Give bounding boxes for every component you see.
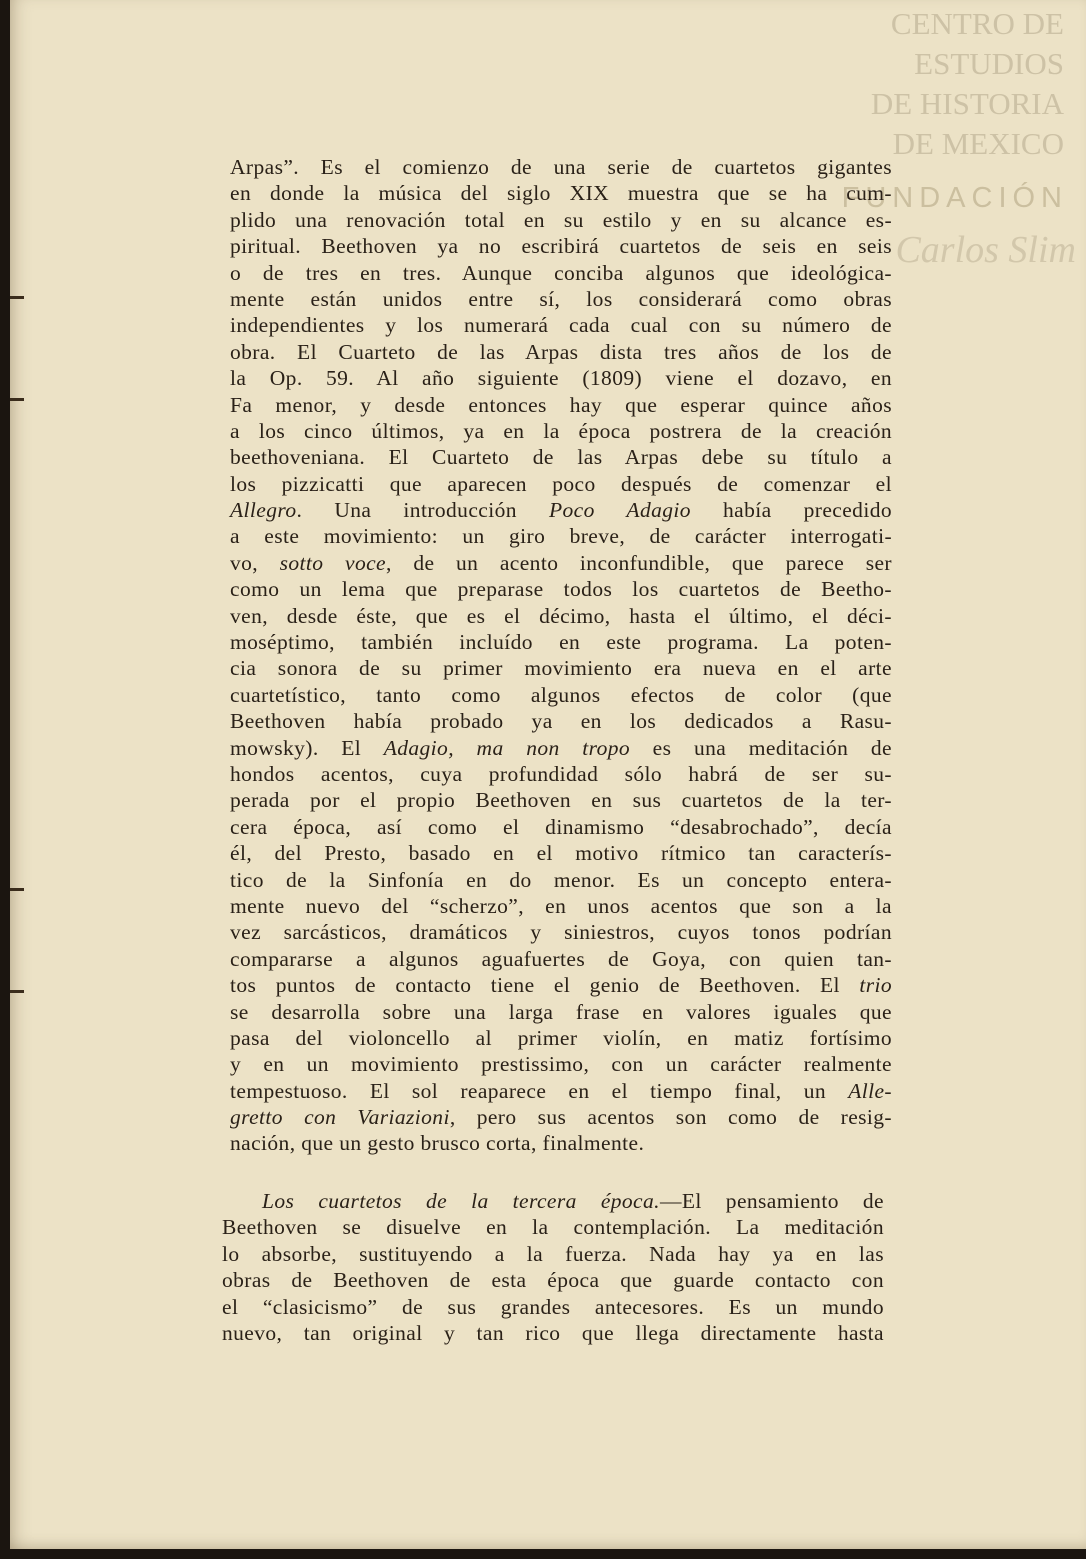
staple-mark xyxy=(10,990,24,993)
staple-mark xyxy=(10,296,24,299)
text-line: obra. El Cuarteto de las Arpas dista tres años de los de xyxy=(230,339,892,364)
text-line: hondos acentos, cuya profundidad sólo habrá de ser su- xyxy=(230,761,892,786)
body-paragraph-2 xyxy=(222,1188,884,1346)
text-line: independientes y los numerará cada cual con su número de xyxy=(230,313,892,338)
text-line: cera época, así como el dinamismo “desabrochado”, decía xyxy=(230,814,892,839)
watermark-foundation: FUNDACIÓN xyxy=(841,182,1068,214)
text-line: gretto con Variazioni, pero sus acentos son como de resig- xyxy=(230,1105,892,1130)
watermark-line: CENTRO DE xyxy=(890,6,1064,41)
text-line: piritual. Beethoven ya no escribirá cuartetos de seis en seis xyxy=(230,234,892,259)
text-line: Arpas”. Es el comienzo de una serie de cuartetos gigantes xyxy=(230,155,892,179)
watermark-line: DE HISTORIA xyxy=(870,86,1064,121)
text-line: nuevo, tan original y tan rico que llega directamente hasta xyxy=(222,1320,884,1345)
text-line: Fa menor, y desde entonces hay que esperar quince años xyxy=(230,392,892,417)
text-line: Allegro. Una introducción Poco Adagio había precedido xyxy=(230,498,892,523)
text-line: y en un movimiento prestissimo, con un carácter realmente xyxy=(230,1052,892,1077)
text-line: Los cuartetos de la tercera época.—El pensamiento de xyxy=(262,1189,884,1213)
watermark-line: ESTUDIOS xyxy=(914,46,1064,81)
staple-mark xyxy=(10,888,24,891)
text-line: o de tres en tres. Aunque conciba algunos que ideológica- xyxy=(230,260,892,285)
text-line: obras de Beethoven de esta época que guarde contacto con xyxy=(222,1268,884,1293)
text-line: perada por el propio Beethoven en sus cuartetos de la ter- xyxy=(230,788,892,813)
text-line: lo absorbe, sustituyendo a la fuerza. Nada hay ya en las xyxy=(222,1241,884,1266)
text-line: nación, que un gesto brusco corta, finalmente. xyxy=(230,1131,645,1156)
text-line: ven, desde éste, que es el décimo, hasta el último, el déci- xyxy=(230,603,892,628)
body-paragraph-1 xyxy=(230,154,892,1157)
text-line: tos puntos de contacto tiene el genio de Beethoven. El trio xyxy=(230,973,892,998)
text-line: se desarrolla sobre una larga frase en valores iguales que xyxy=(230,999,892,1024)
text-line: moséptimo, también incluído en este programa. La poten- xyxy=(230,630,892,655)
text-line: vez sarcásticos, dramáticos y siniestros, cuyos tonos podrían xyxy=(230,920,892,945)
text-line: los pizzicatti que aparecen poco después de comenzar el xyxy=(230,471,892,496)
text-line: el “clasicismo” de sus grandes antecesores. Es un mundo xyxy=(222,1294,884,1319)
text-line: cuartetístico, tanto como algunos efectos de color (que xyxy=(230,682,892,707)
text-line: compararse a algunos aguafuertes de Goya, con quien tan- xyxy=(230,946,892,971)
text-line: mente nuevo del “scherzo”, en unos acentos que son a la xyxy=(230,893,892,918)
text-line: plido una renovación total en su estilo y en su alcance es- xyxy=(230,207,892,232)
text-line: pasa del violoncello al primer violín, en matiz fortísimo xyxy=(230,1025,892,1050)
text-line: la Op. 59. Al año siguiente (1809) viene el dozavo, en xyxy=(230,366,892,391)
text-line: él, del Presto, basado en el motivo rítmico tan caracterís- xyxy=(230,841,892,866)
staple-mark xyxy=(10,398,24,401)
text-line: como un lema que preparase todos los cuartetos de Beetho- xyxy=(230,577,892,602)
text-line: tico de la Sinfonía en do menor. Es un concepto entera- xyxy=(230,867,892,892)
text-line: mente están unidos entre sí, los considerará como obras xyxy=(230,286,892,311)
text-line: cia sonora de su primer movimiento era nueva en el arte xyxy=(230,656,892,681)
text-line: a los cinco últimos, ya en la época postrera de la creación xyxy=(230,418,892,443)
document-page xyxy=(10,0,1086,1549)
text-line: en donde la música del siglo XIX muestra que se ha cum- xyxy=(230,181,892,206)
text-line: mowsky). El Adagio, ma non tropo es una meditación de xyxy=(230,735,892,760)
text-line: beethoveniana. El Cuarteto de las Arpas debe su título a xyxy=(230,445,892,470)
text-line: a este movimiento: un giro breve, de carácter interrogati- xyxy=(230,524,892,549)
watermark-line: DE MEXICO xyxy=(892,126,1064,161)
text-line: tempestuoso. El sol reaparece en el tiempo final, un Alle- xyxy=(230,1078,892,1103)
archive-watermark xyxy=(834,4,1076,271)
watermark-signature: Carlos Slim xyxy=(895,229,1076,271)
text-line: Beethoven había probado ya en los dedicados a Rasu- xyxy=(230,709,892,734)
text-line: Beethoven se disuelve en la contemplación. La meditación xyxy=(222,1215,884,1240)
text-line: vo, sotto voce, de un acento inconfundible, que parece ser xyxy=(230,550,892,575)
